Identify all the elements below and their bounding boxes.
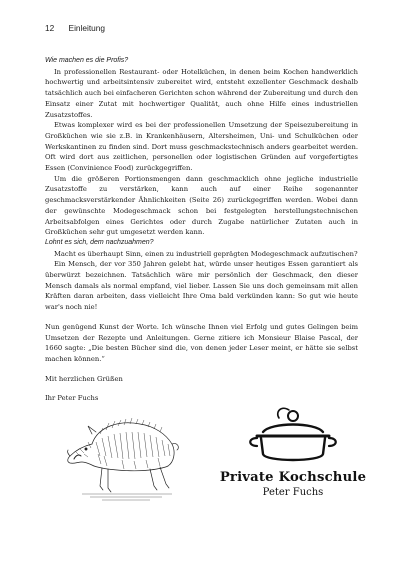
page-number: 12 xyxy=(45,23,55,33)
signature-line: Ihr Peter Fuchs xyxy=(45,394,99,403)
paragraph: Ein Mensch, der vor 350 Jahren gelebt hat, würde unser heutiges Essen garantiert als überwürzt bezeichnen. Tatsächlich wäre mir persönlich der Geschmack, den dieser Mensch damals als normal empfand, viel lieber. Lassen Sie uns doch gemeinsam mit allen Kräften daran arbeiten, dass vielleicht Ihre Oma bald verkünden kann: So gut wie heute war's noch nie! xyxy=(45,260,358,312)
logo-subtitle: Peter Fuchs xyxy=(262,487,324,498)
running-header xyxy=(45,23,105,33)
paragraph: In professionellen Restaurant- oder Hotelküchen, in denen beim Kochen handwerklich hochwertig und arbeitsintensiv zubereitet wird, entsteht exzellenter Geschmack deshalb tatsächlich auch bei einfacheren Gerichten schon während der Zubereitung und durch den Einsatz einer Zutat mit hochwertiger Qualität, auch ohne Hilfe eines industriellen Zusatzstoffes. xyxy=(45,67,358,119)
paragraph: Nun genügend Kunst der Worte. Ich wünsche Ihnen viel Erfolg und gutes Gelingen beim Umsetzen der Rezepte und Anleitungen. Gerne zitiere ich Monsieur Blaise Pascal, der 1660 sagte: „Die besten Bücher sind die, von denen jeder Leser meint, er hätte sie selbst machen können.“ xyxy=(45,322,358,363)
closing-line: Mit herzlichen Grüßen xyxy=(45,374,123,383)
school-logo-text xyxy=(212,470,374,499)
paragraph: Etwas komplexer wird es bei der professionellen Umsetzung der Speisezubereitung in Großküchen wie sie z.B. in Krankenhäusern, Altersheimen, Uni- und Schulküchen oder Werkskantinen zu finden sind. Dort muss geschmackstechnisch anders gearbeitet werden. Oft wird dort aus zeitlichen, personellen oder logistischen Gründen auf vorgefertigtes Essen (Convinience Food) zurückgegriffen. xyxy=(45,121,358,173)
logo-title: Private Kochschule xyxy=(219,470,367,485)
section-heading: Lohnt es sich, dem nachzuahmen? xyxy=(45,238,154,246)
wild-boar-engraving xyxy=(62,404,187,504)
paragraph: Macht es überhaupt Sinn, einen zu industriell geprägten Modegeschmack aufzutischen? xyxy=(54,249,358,258)
section-heading: Wie machen es die Profis? xyxy=(45,57,129,64)
cooking-pot-icon xyxy=(245,406,340,466)
body-text xyxy=(45,56,358,404)
chapter-title: Einleitung xyxy=(68,23,105,33)
paragraph: Um die größeren Portionsmengen dann geschmacklich ohne jegliche industrielle Zusatzstoffe zu verstärken, kann auch auf einer Reihe sogenannter geschmacksverstärkender Ähnlichkeiten (Seite 26) zurückgegriffen werden. Wobei dann der gewünschte Modegeschmack schon bei festgelegten herstellungstechnischen Arbeitsabfolgen eines Gerichtes oder durch Zugabe natürlicher Zutaten auch in Großküchen sehr gut umgesetzt werden kann. xyxy=(45,174,358,237)
